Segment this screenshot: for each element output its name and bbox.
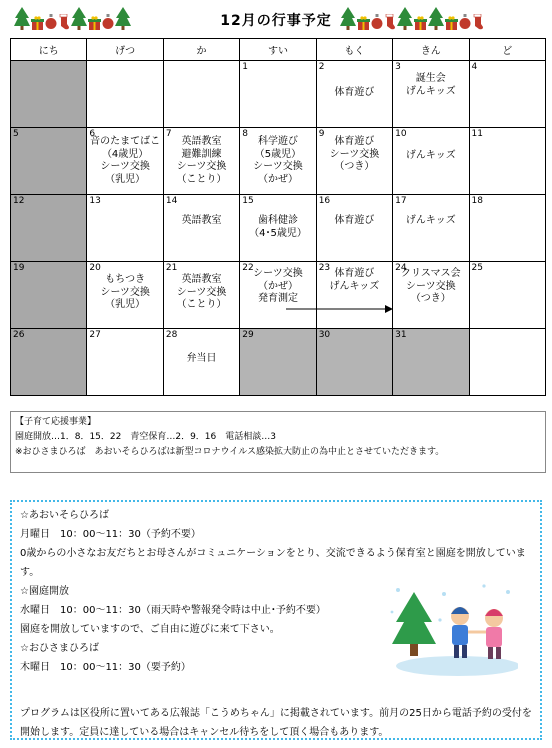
day-events xyxy=(317,215,392,228)
event-item: シーツ交換 xyxy=(329,148,380,160)
calendar-day-cell xyxy=(240,262,316,329)
gift-box-icon xyxy=(88,15,101,34)
calendar-day-cell xyxy=(393,61,469,128)
gift-box-icon xyxy=(31,15,44,34)
christmas-stocking-icon xyxy=(384,14,396,34)
day-events xyxy=(164,274,239,312)
day-events xyxy=(164,215,239,228)
event-item: 英語教室 xyxy=(181,215,222,226)
christmas-tree-icon xyxy=(14,6,30,34)
calendar-day-cell xyxy=(87,128,163,195)
event-item: 発育測定 xyxy=(257,293,298,304)
event-item: （かぜ） xyxy=(257,173,298,185)
info-line: 水曜日 10：00～11：30（雨天時や警報発令時は中止･予約不要） xyxy=(20,605,326,616)
event-item: シーツ交換 xyxy=(100,161,150,172)
day-events xyxy=(393,268,468,306)
calendar-day-cell xyxy=(469,195,545,262)
weekday-header: もく xyxy=(316,39,392,61)
day-number: 15 xyxy=(242,196,254,206)
event-item: げんキッズ xyxy=(405,85,456,97)
calendar-day-cell xyxy=(469,329,545,396)
calendar-day-cell xyxy=(87,329,163,396)
page-header xyxy=(0,0,552,38)
calendar-day-cell xyxy=(240,329,316,396)
day-number: 11 xyxy=(471,129,483,139)
event-item: （ことり） xyxy=(176,173,227,185)
christmas-decoration-left xyxy=(14,6,131,34)
event-item: （つき） xyxy=(334,161,375,172)
day-events xyxy=(87,136,162,186)
calendar-day-cell xyxy=(393,262,469,329)
day-events xyxy=(240,268,315,306)
event-item: もちつき xyxy=(105,274,146,285)
day-number: 17 xyxy=(395,196,407,206)
event-item: （つき） xyxy=(410,293,451,304)
day-number: 20 xyxy=(89,263,101,273)
christmas-tree-icon xyxy=(340,6,356,34)
weekday-header: ど xyxy=(469,39,545,61)
weekday-header: すい xyxy=(240,39,316,61)
calendar-day-cell xyxy=(11,329,87,396)
event-item: シーツ交換 xyxy=(176,286,227,298)
calendar-day-cell xyxy=(316,61,392,128)
calendar-table xyxy=(10,38,546,396)
event-item: シーツ交換 xyxy=(100,286,150,298)
weekday-header: か xyxy=(163,39,239,61)
day-number: 7 xyxy=(165,129,172,139)
support-notice: ※おひさまひろば あおいそらひろばは新型コロナウイルス感染拡大防止の為中止とさせていただきます。 xyxy=(15,447,445,457)
day-number: 8 xyxy=(242,129,248,139)
day-events xyxy=(240,215,315,240)
event-item: げんキッズ xyxy=(405,150,456,161)
event-item: 歯科健診 xyxy=(257,215,298,226)
day-number: 13 xyxy=(89,196,101,206)
day-events xyxy=(240,136,315,186)
day-events xyxy=(87,274,162,312)
day-number: 10 xyxy=(395,129,407,139)
weekday-header: げつ xyxy=(87,39,163,61)
calendar-day-cell xyxy=(11,262,87,329)
day-events xyxy=(317,87,392,100)
day-number: 30 xyxy=(318,330,331,340)
event-item: シーツ交換 xyxy=(406,280,456,292)
day-number: 18 xyxy=(471,196,483,206)
day-number: 31 xyxy=(395,330,407,340)
event-item: 英語教室 xyxy=(181,136,222,147)
calendar-day-cell xyxy=(163,195,239,262)
event-item: 英語教室 xyxy=(181,274,222,285)
calendar-day-cell xyxy=(240,61,316,128)
day-number: 5 xyxy=(13,129,19,139)
calendar-day-cell xyxy=(87,61,163,128)
day-number: 6 xyxy=(89,129,96,139)
calendar-day-cell xyxy=(469,128,545,195)
day-number: 25 xyxy=(471,263,483,273)
calendar-day-cell xyxy=(240,128,316,195)
calendar-day-cell xyxy=(163,128,239,195)
info-line: 木曜日 10：00～11：30（要予約） xyxy=(20,662,191,673)
ornament-ball-icon xyxy=(459,14,471,34)
day-events xyxy=(317,268,392,293)
day-number: 9 xyxy=(318,129,325,139)
event-item: （乳児） xyxy=(105,299,146,310)
support-line: 園庭開放…1．8．15．22 青空保育…2．9．16 電話相談…3 xyxy=(15,432,276,442)
event-item: （ことり） xyxy=(176,299,227,310)
day-number: 14 xyxy=(165,196,178,206)
day-number: 27 xyxy=(89,330,101,340)
event-item: （5歳児） xyxy=(254,148,302,160)
ornament-ball-icon xyxy=(45,14,57,34)
event-item: 体育遊び xyxy=(334,268,375,279)
calendar-day-cell xyxy=(393,195,469,262)
day-number: 12 xyxy=(13,196,25,206)
christmas-stocking-icon xyxy=(58,14,70,34)
event-item: 体育遊び xyxy=(334,136,375,147)
event-item: （かぜ） xyxy=(257,280,298,292)
event-item: げんキッズ xyxy=(405,215,456,226)
day-number: 4 xyxy=(471,62,478,72)
day-number: 22 xyxy=(242,263,254,273)
childcare-support-box xyxy=(10,411,546,473)
calendar-week-row xyxy=(11,61,546,128)
day-number: 1 xyxy=(242,62,248,72)
event-item: 体育遊び xyxy=(334,87,375,98)
christmas-tree-icon xyxy=(397,6,413,34)
info-line: プログラムは区役所に置いてある広報誌「こうめちゃん」に掲載されています。前月の25日から電話予約の受付を開始します。定員に達している場合はキャンセル待ちをして頂く場合もあります。 xyxy=(20,708,532,738)
ornament-ball-icon xyxy=(102,14,114,34)
day-events xyxy=(164,136,239,186)
christmas-tree-icon xyxy=(71,6,87,34)
event-item: 避難訓練 xyxy=(181,148,222,160)
calendar-week-row xyxy=(11,329,546,396)
weekday-header-row xyxy=(11,39,546,61)
day-events xyxy=(317,136,392,174)
calendar-day-cell xyxy=(316,128,392,195)
calendar-day-cell xyxy=(87,262,163,329)
day-events xyxy=(393,73,468,98)
day-number: 29 xyxy=(242,330,254,340)
day-number: 26 xyxy=(13,330,25,340)
day-number: 2 xyxy=(318,62,325,72)
calendar-day-cell xyxy=(163,262,239,329)
christmas-decoration-right xyxy=(340,6,484,34)
event-item: （4歳児） xyxy=(101,148,149,160)
info-line: ☆あおいそらひろば xyxy=(20,510,109,521)
event-item: 体育遊び xyxy=(334,215,375,226)
event-item: （4･5歳児） xyxy=(249,227,307,239)
calendar-day-cell xyxy=(87,195,163,262)
info-line: 0歳からの小さなお友だちとお母さんがコミュニケーションをとり、交流できるよう保育室と園庭を開放しています。 xyxy=(20,548,526,578)
info-line: ☆園庭開放 xyxy=(20,586,69,597)
calendar-week-row xyxy=(11,195,546,262)
event-item: 科学遊び xyxy=(257,136,298,147)
calendar-day-cell xyxy=(11,61,87,128)
day-number: 24 xyxy=(395,263,407,273)
calendar-day-cell xyxy=(11,195,87,262)
day-number: 21 xyxy=(165,263,178,273)
event-item: げんキッズ xyxy=(329,280,380,292)
day-number: 16 xyxy=(318,196,331,206)
day-events xyxy=(393,215,468,228)
calendar-day-cell xyxy=(163,61,239,128)
gift-box-icon xyxy=(357,15,370,34)
event-item: シーツ交換 xyxy=(253,268,303,279)
calendar-day-cell xyxy=(469,61,545,128)
event-item: 音のたまてばこ xyxy=(90,136,161,147)
event-item: シーツ交換 xyxy=(176,161,227,172)
day-number: 3 xyxy=(395,62,401,72)
weekday-header: にち xyxy=(11,39,87,61)
page-title: 12月の行事予定 xyxy=(220,13,332,29)
calendar-day-cell xyxy=(11,128,87,195)
day-events xyxy=(164,353,239,366)
event-item: シーツ交換 xyxy=(253,161,303,172)
calendar-week-row xyxy=(11,262,546,329)
calendar-day-cell xyxy=(316,195,392,262)
info-line: 月曜日 10：00～11：30（予約不要） xyxy=(20,529,201,540)
calendar-day-cell xyxy=(393,329,469,396)
winter-skating-illustration xyxy=(388,582,518,678)
christmas-tree-icon xyxy=(428,6,444,34)
christmas-stocking-icon xyxy=(472,14,484,34)
day-number: 28 xyxy=(165,330,178,340)
day-events xyxy=(393,150,468,163)
calendar-day-cell xyxy=(393,128,469,195)
gift-box-icon xyxy=(445,15,458,34)
weekday-header: きん xyxy=(393,39,469,61)
info-line: 園庭を開放していますので、ご自由に遊びに来て下さい。 xyxy=(20,624,280,635)
calendar-day-cell xyxy=(316,262,392,329)
event-item: クリスマス会 xyxy=(401,268,461,279)
gift-box-icon xyxy=(414,15,427,34)
calendar-day-cell xyxy=(316,329,392,396)
day-number: 23 xyxy=(318,263,331,273)
calendar-day-cell xyxy=(240,195,316,262)
calendar-day-cell xyxy=(469,262,545,329)
info-line: ☆おひさまひろば xyxy=(20,643,99,654)
event-item: 弁当日 xyxy=(186,353,217,364)
support-heading: 【子育て応援事業】 xyxy=(15,417,97,427)
ornament-ball-icon xyxy=(371,14,383,34)
event-item: （乳児） xyxy=(105,173,146,185)
event-item: 誕生会 xyxy=(415,73,446,84)
calendar-day-cell xyxy=(163,329,239,396)
calendar-week-row xyxy=(11,128,546,195)
christmas-tree-icon xyxy=(115,6,131,34)
day-number: 19 xyxy=(13,263,25,273)
